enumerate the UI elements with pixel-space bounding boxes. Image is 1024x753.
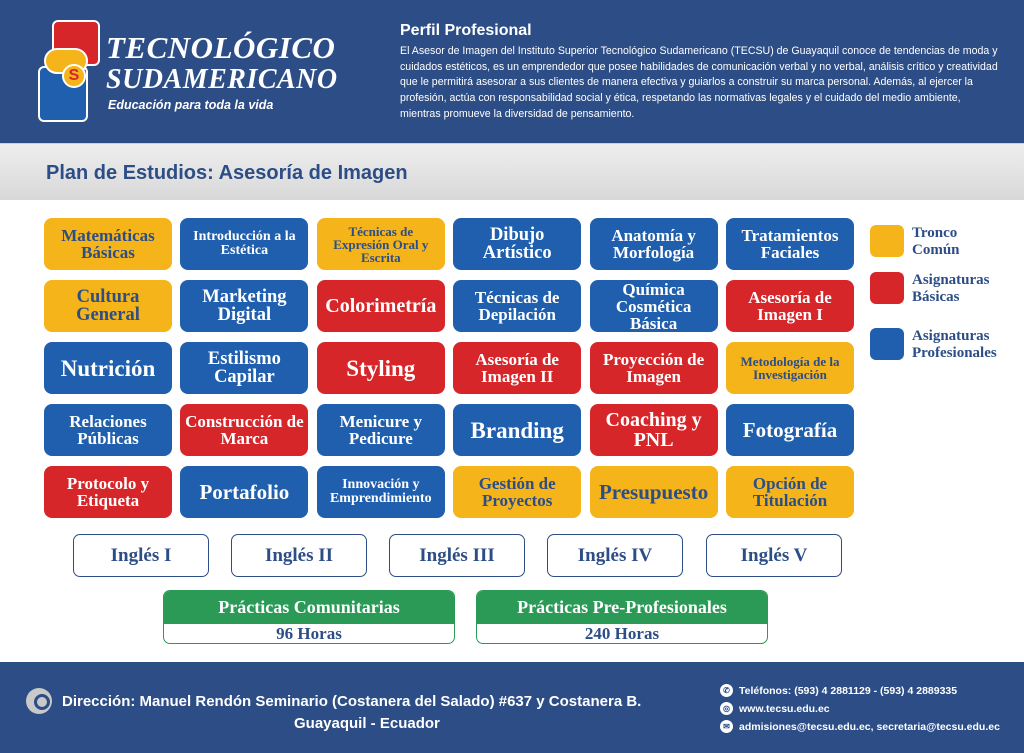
course-tratamientos-faciales: Tratamientos Faciales <box>726 218 854 270</box>
course-anatomia-y-morfologia: Anatomía y Morfología <box>590 218 718 270</box>
practica-title: Prácticas Comunitarias <box>164 591 454 624</box>
legend-label: Tronco Común <box>912 225 960 258</box>
contact-text: Teléfonos: (593) 4 2881129 - (593) 4 2889335 <box>739 684 958 697</box>
profile-section <box>400 22 1004 123</box>
course-coaching-y-pnl: Coaching y PNL <box>590 404 718 456</box>
practica-practicas-comunitarias <box>163 590 455 644</box>
course-estilismo-capilar: Estilismo Capilar <box>180 342 308 394</box>
practica-hours: 240 Horas <box>584 623 660 643</box>
course-protocolo-y-etiqueta: Protocolo y Etiqueta <box>44 466 172 518</box>
course-colorimetria: Colorimetría <box>317 280 445 332</box>
contact-text: admisiones@tecsu.edu.ec, secretaria@tecsu.edu.ec <box>739 720 1000 733</box>
address-line2: Guayaquil - Ecuador <box>294 715 440 732</box>
plan-band <box>0 143 1024 200</box>
course-nutricion: Nutrición <box>44 342 172 394</box>
course-opcion-de-titulacion: Opción de Titulación <box>726 466 854 518</box>
phone-icon: ✆ <box>720 684 733 697</box>
course-cultura-general: Cultura General <box>44 280 172 332</box>
logo-line2: SUDAMERICANO <box>106 64 338 95</box>
web-icon: ◎ <box>720 702 733 715</box>
header <box>0 0 1024 143</box>
course-ingles-iv: Inglés IV <box>547 534 683 577</box>
legend-swatch <box>870 272 904 304</box>
practica-hours: 96 Horas <box>276 623 342 643</box>
course-presupuesto: Presupuesto <box>590 466 718 518</box>
legend-label: Asignaturas Profesionales <box>912 328 997 361</box>
course-gestion-de-proyectos: Gestión de Proyectos <box>453 466 581 518</box>
practica-practicas-pre-profesionales <box>476 590 768 644</box>
address-line1: Dirección: Manuel Rendón Seminario (Costanera del Salado) #637 y Costanera B. <box>62 693 642 710</box>
course-tecnicas-de-expresion-oral-y-escrita: Técnicas de Expresión Oral y Escrita <box>317 218 445 270</box>
practica-title: Prácticas Pre-Profesionales <box>477 591 767 624</box>
legend-label: Asignaturas Básicas <box>912 272 990 305</box>
course-ingles-v: Inglés V <box>706 534 842 577</box>
course-proyeccion-de-imagen: Proyección de Imagen <box>590 342 718 394</box>
course-matematicas-basicas: Matemáticas Básicas <box>44 218 172 270</box>
contact-email <box>720 720 1000 733</box>
institution-logo <box>38 20 338 124</box>
email-icon: ✉ <box>720 720 733 733</box>
location-pin-icon <box>26 688 52 714</box>
profile-description: El Asesor de Imagen del Instituto Superior Tecnológico Sudamericano (TECSU) de Guayaquil conoce de tendencias de moda y cuidados estéticos, es un emprendedor que posee habilidades de comunicación verbal y no verbal, análisis crítico y creatividad que le permitirá asesorar a sus clientes de manera efectiva y guiarlos a construir su marca personal. Además, al ejercer la profesión, actúa con responsabilidad social y ética, respetando las normativas legales y el cuidado del medio ambiente, mientras promueve la diversidad de pensamiento. <box>400 45 998 120</box>
course-styling: Styling <box>317 342 445 394</box>
contact-web <box>720 702 830 715</box>
course-menicure-y-pedicure: Menicure y Pedicure <box>317 404 445 456</box>
course-branding: Branding <box>453 404 581 456</box>
contact-phone <box>720 684 957 697</box>
course-ingles-iii: Inglés III <box>389 534 525 577</box>
course-grid <box>44 218 854 518</box>
course-construccion-de-marca: Construcción de Marca <box>180 404 308 456</box>
course-introduccion-a-la-estetica: Introducción a la Estética <box>180 218 308 270</box>
course-tecnicas-de-depilacion: Técnicas de Depilación <box>453 280 581 332</box>
course-portafolio: Portafolio <box>180 466 308 518</box>
course-ingles-i: Inglés I <box>73 534 209 577</box>
course-fotografia: Fotografía <box>726 404 854 456</box>
footer <box>0 662 1024 753</box>
course-metodologia-de-la-investigacion: Metodología de la Investigación <box>726 342 854 394</box>
course-dibujo-artistico: Dibujo Artístico <box>453 218 581 270</box>
course-asesoria-de-imagen-i: Asesoría de Imagen I <box>726 280 854 332</box>
course-ingles-ii: Inglés II <box>231 534 367 577</box>
logo-slogan: Educación para toda la vida <box>108 98 274 112</box>
course-innovacion-y-emprendimiento: Innovación y Emprendimiento <box>317 466 445 518</box>
page-title: Plan de Estudios: Asesoría de Imagen <box>46 162 408 184</box>
course-quimica-cosmetica-basica: Química Cosmética Básica <box>590 280 718 332</box>
logo-line1: TECNOLÓGICO <box>106 30 336 65</box>
course-relaciones-publicas: Relaciones Públicas <box>44 404 172 456</box>
profile-title: Perfil Profesional <box>400 22 532 39</box>
course-marketing-digital: Marketing Digital <box>180 280 308 332</box>
contact-text: www.tecsu.edu.ec <box>739 702 830 715</box>
legend-swatch <box>870 328 904 360</box>
logo-mark-icon: S <box>38 20 104 124</box>
legend-swatch <box>870 225 904 257</box>
course-asesoria-de-imagen-ii: Asesoría de Imagen II <box>453 342 581 394</box>
